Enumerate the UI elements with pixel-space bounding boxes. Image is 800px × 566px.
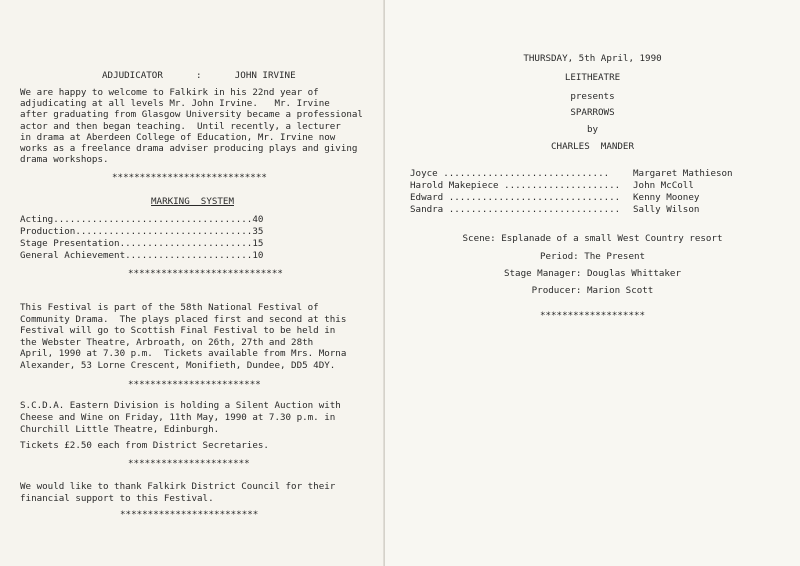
marking-row: Acting....................................40: [20, 214, 264, 225]
cast-role: Sandra ...............................: [410, 204, 621, 215]
thanks-line: We would like to thank Falkirk District Council for their: [20, 481, 336, 492]
adjudicator-line: actor and then began teaching. Until recently, a lecturer: [20, 121, 341, 132]
adjudicator-line: drama workshops.: [20, 154, 109, 165]
adjudicator-heading: ADJUDICATOR : JOHN IRVINE: [102, 70, 296, 81]
cast-actor: John McColl: [633, 180, 694, 191]
cast-role: Harold Makepiece .....................: [410, 180, 621, 191]
by-label: by: [586, 124, 599, 135]
company-name: LEITHEATRE: [564, 72, 621, 83]
cast-actor: Margaret Mathieson: [633, 168, 733, 179]
festival-line: This Festival is part of the 58th National Festival of: [20, 302, 319, 313]
period-line: Period: The Present: [539, 251, 646, 262]
scene-line: Scene: Esplanade of a small West Country resort: [462, 233, 723, 244]
auction-line: Cheese and Wine on Friday, 11th May, 1990 at 7.30 p.m. in: [20, 412, 336, 423]
separator-stars: **********************: [128, 458, 250, 469]
thanks-line: financial support to this Festival.: [20, 493, 214, 504]
performance-date: THURSDAY, 5th April, 1990: [523, 53, 662, 64]
cast-role: Joyce ..............................: [410, 168, 610, 179]
separator-stars: ************************: [128, 379, 261, 390]
right-page: [385, 0, 800, 566]
adjudicator-line: adjudicating at all levels Mr. John Irvine. Mr. Irvine: [20, 98, 330, 109]
separator-stars: ****************************: [112, 172, 267, 183]
auction-line: Churchill Little Theatre, Edinburgh.: [20, 424, 220, 435]
festival-line: April, 1990 at 7.30 p.m. Tickets available from Mrs. Morna: [20, 348, 347, 359]
tickets-line: Tickets £2.50 each from District Secretaries.: [20, 440, 269, 451]
adjudicator-line: works as a freelance drama adviser producing plays and giving: [20, 143, 358, 154]
separator-stars: *******************: [539, 310, 646, 321]
presents-label: presents: [570, 91, 615, 102]
adjudicator-line: after graduating from Glasgow University became a professional: [20, 109, 363, 120]
adjudicator-line: We are happy to welcome to Falkirk in his 22nd year of: [20, 87, 319, 98]
play-title: SPARROWS: [570, 107, 615, 118]
separator-stars: ****************************: [128, 268, 283, 279]
festival-line: Community Drama. The plays placed first and second at this: [20, 314, 347, 325]
adjudicator-line: in drama at Aberdeen College of Education, Mr. Irvine now: [20, 132, 336, 143]
cast-actor: Sally Wilson: [633, 204, 700, 215]
stage-manager-line: Stage Manager: Douglas Whittaker: [503, 268, 681, 279]
separator-stars: *************************: [120, 509, 259, 520]
marking-row: General Achievement.......................10: [20, 250, 264, 261]
festival-line: the Webster Theatre, Arbroath, on 26th, 27th and 28th: [20, 337, 314, 348]
festival-line: Alexander, 53 Lorne Crescent, Monifieth, Dundee, DD5 4DY.: [20, 360, 336, 371]
auction-line: S.C.D.A. Eastern Division is holding a Silent Auction with: [20, 400, 341, 411]
producer-line: Producer: Marion Scott: [531, 285, 654, 296]
left-page: [0, 0, 385, 566]
author-name: CHARLES MANDER: [551, 141, 634, 152]
cast-actor: Kenny Mooney: [633, 192, 700, 203]
marking-heading: MARKING SYSTEM: [151, 196, 234, 207]
festival-line: Festival will go to Scottish Final Festival to be held in: [20, 325, 336, 336]
marking-row: Production................................35: [20, 226, 264, 237]
marking-row: Stage Presentation........................15: [20, 238, 264, 249]
cast-role: Edward ...............................: [410, 192, 621, 203]
